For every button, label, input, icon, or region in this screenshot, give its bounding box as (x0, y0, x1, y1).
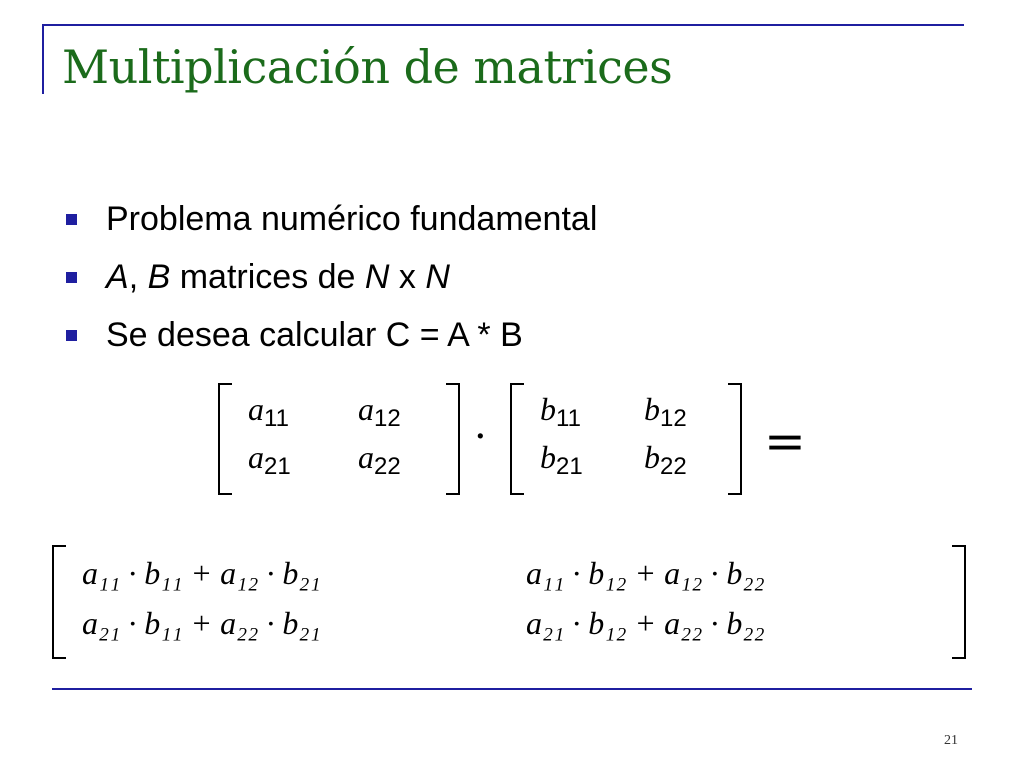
result-cell: a₁₁ · b₁₁ + a₁₂ · b₂₁ (82, 555, 321, 591)
right-bracket (952, 545, 966, 659)
matrix-b-cell: $b_{21}$ (540, 439, 583, 480)
equals-sign: = (764, 412, 806, 470)
slide-title: Multiplicación de matrices (62, 40, 673, 94)
right-bracket (728, 383, 742, 495)
left-bracket (218, 383, 232, 495)
bullet-square-icon (66, 272, 77, 283)
matrix-a-cell: $a_{22}$ (358, 439, 401, 480)
result-matrix (52, 545, 966, 659)
matrix-a-cell: $a_{21}$ (248, 439, 291, 480)
bullet-text: matrices de (170, 257, 365, 296)
comma: , (128, 257, 148, 296)
n-symbol: N (364, 257, 390, 296)
matrix-b-symbol: B (147, 257, 171, 296)
matrix-b-cell: $b_{22}$ (644, 439, 687, 480)
result-cell: a₁₁ · b₁₂ + a₁₂ · b₂₂ (526, 555, 765, 591)
bullet-text: Problema numérico fundamental (106, 199, 598, 238)
frame-left-rule (42, 24, 44, 94)
result-cell: a₂₁ · b₁₂ + a₂₂ · b₂₂ (526, 605, 765, 641)
bullet-item-3 (62, 306, 597, 364)
bullet-text: Se desea calcular C = A * B (106, 315, 523, 354)
left-bracket (52, 545, 66, 659)
matrix-b (510, 383, 742, 495)
footer-rule (52, 688, 972, 690)
right-bracket (446, 383, 460, 495)
page-number: 21 (944, 733, 958, 748)
frame-top-rule (42, 24, 964, 26)
bullet-list (62, 190, 597, 364)
bullet-square-icon (66, 214, 77, 225)
matrix-a-cell: $a_{11}$ (248, 391, 289, 432)
matrix-a (218, 383, 460, 495)
matrix-b-cell: $b_{11}$ (540, 391, 581, 432)
left-bracket (510, 383, 524, 495)
matrix-b-cell: $b_{12}$ (644, 391, 687, 432)
n-symbol: N (425, 257, 450, 296)
matrix-a-cell: $a_{12}$ (358, 391, 401, 432)
bullet-item-2 (62, 248, 597, 306)
bullet-square-icon (66, 330, 77, 341)
result-cell: a₂₁ · b₁₁ + a₂₂ · b₂₁ (82, 605, 321, 641)
bullet-item-1 (62, 190, 597, 248)
matrix-a-symbol: A (106, 257, 129, 296)
multiply-dot: · (474, 414, 487, 460)
times-x: x (389, 257, 426, 296)
